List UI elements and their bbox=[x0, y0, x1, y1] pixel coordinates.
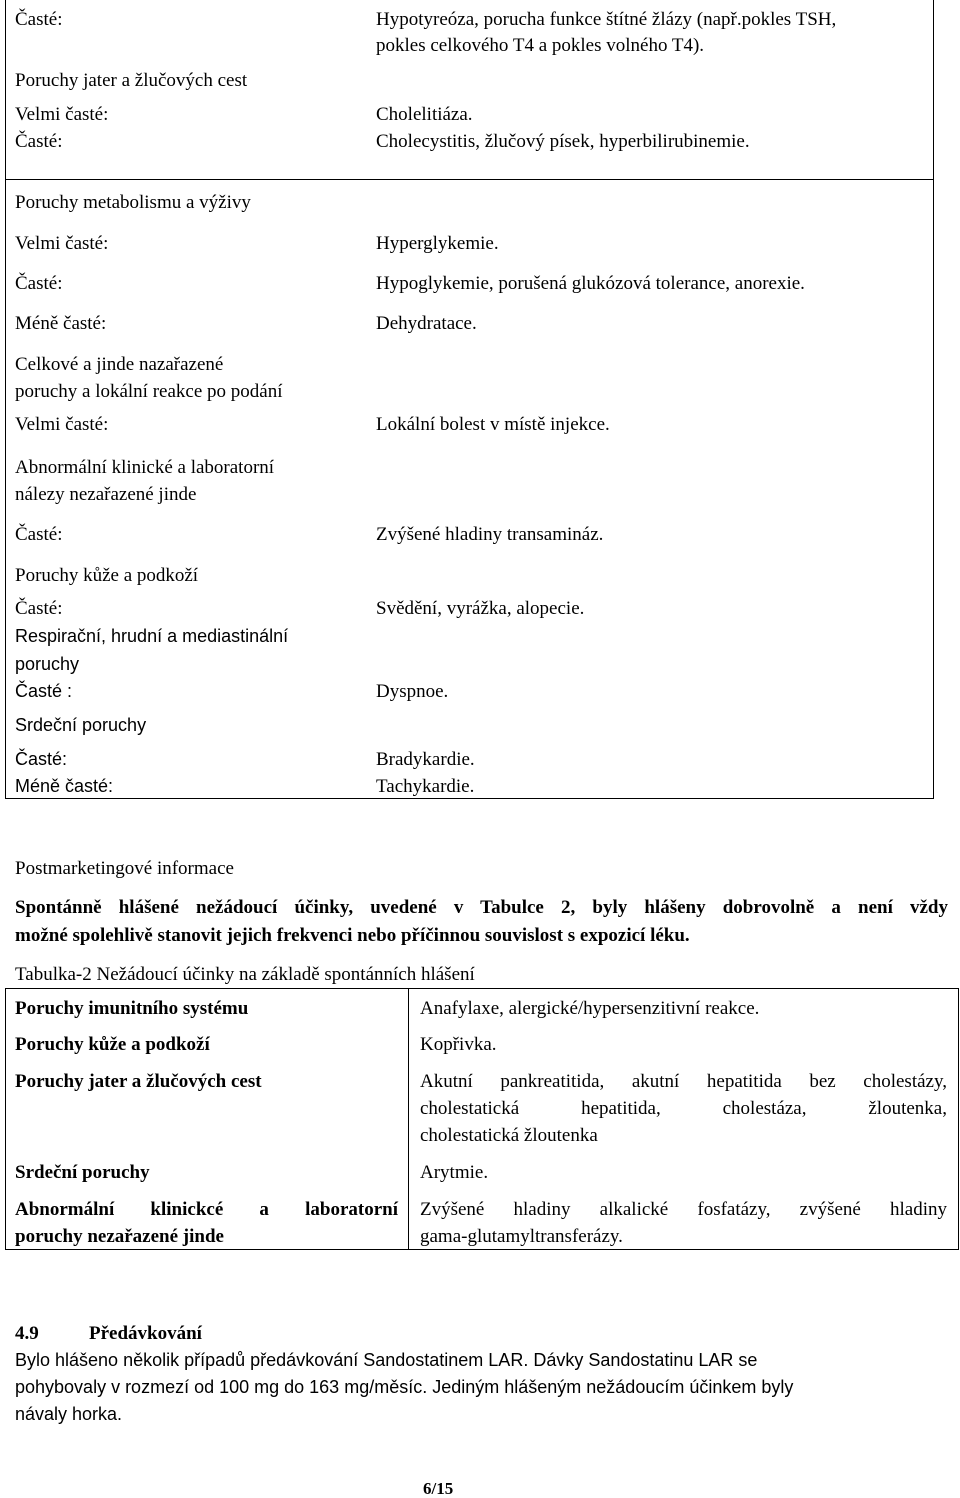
frequency-label: Časté: bbox=[15, 9, 63, 30]
organ-system-heading: nálezy nezařazené jinde bbox=[15, 484, 197, 505]
table-title: Tabulka-2 Nežádoucí účinky na základě spontánních hlášení bbox=[15, 964, 475, 985]
section-heading: Postmarketingové informace bbox=[15, 858, 234, 879]
reaction-cell: gama-glutamyltransferázy. bbox=[420, 1226, 623, 1247]
frequency-label: Velmi časté: bbox=[15, 104, 109, 125]
frequency-label: Časté : bbox=[15, 681, 73, 701]
frequency-label: Časté: bbox=[15, 131, 63, 152]
reaction-text: Zvýšené hladiny transamináz. bbox=[376, 524, 604, 545]
reaction-text: Tachykardie. bbox=[376, 776, 475, 797]
reaction-text: Svědění, vyrážka, alopecie. bbox=[376, 598, 585, 619]
organ-system-heading: Srdeční poruchy bbox=[15, 715, 147, 735]
table2-bottom-border bbox=[5, 1249, 959, 1250]
table2-top-border bbox=[5, 988, 959, 989]
reaction-text: Hyperglykemie. bbox=[376, 233, 499, 254]
reaction-text: pokles celkového T4 a pokles volného T4). bbox=[376, 35, 705, 56]
organ-system-heading: Poruchy kůže a podkoží bbox=[15, 565, 199, 586]
table1-left-border bbox=[5, 0, 6, 799]
reaction-text: Dyspnoe. bbox=[376, 681, 449, 702]
reaction-cell: Zvýšené hladiny alkalické fosfatázy, zvýšené hladiny bbox=[420, 1199, 947, 1220]
organ-system-heading: Celkové a jinde nazařazené bbox=[15, 354, 224, 375]
frequency-label: Velmi časté: bbox=[15, 233, 109, 254]
reaction-cell: Akutní pankreatitida, akutní hepatitida bez cholestázy, bbox=[420, 1071, 947, 1092]
frequency-label: Méně časté: bbox=[15, 313, 107, 334]
paragraph-line: možné spolehlivě stanovit jejich frekvenci nebo příčinnou souvislost s expozicí léku. bbox=[15, 925, 690, 946]
organ-system-heading: poruchy bbox=[15, 654, 80, 674]
paragraph-line: Bylo hlášeno několik případů předávkování Sandostatinem LAR. Dávky Sandostatinu LAR se bbox=[15, 1350, 758, 1370]
table2-left-border bbox=[5, 988, 6, 1250]
reaction-cell: cholestatická žloutenka bbox=[420, 1125, 598, 1146]
page-number: 6/15 bbox=[423, 1479, 454, 1498]
reaction-text: Dehydratace. bbox=[376, 313, 477, 334]
organ-system-heading: Abnormální klinické a laboratorní bbox=[15, 457, 275, 478]
organ-system-heading: Poruchy jater a žlučových cest bbox=[15, 70, 248, 91]
table2-col-divider bbox=[408, 988, 409, 1250]
reaction-cell: Anafylaxe, alergické/hypersenzitivní reakce. bbox=[420, 998, 760, 1019]
frequency-label: Méně časté: bbox=[15, 776, 114, 796]
organ-system-cell: Abnormální klinickcé a laboratorní bbox=[15, 1199, 398, 1220]
organ-system-cell: Poruchy kůže a podkoží bbox=[15, 1034, 210, 1055]
organ-system-cell: Poruchy jater a žlučových cest bbox=[15, 1071, 262, 1092]
reaction-text: Hypoglykemie, porušená glukózová tolerance, anorexie. bbox=[376, 273, 805, 294]
reaction-text: Cholelitiáza. bbox=[376, 104, 473, 125]
table1-divider bbox=[5, 179, 934, 180]
reaction-text: Cholecystitis, žlučový písek, hyperbilirubinemie. bbox=[376, 131, 750, 152]
frequency-label: Časté: bbox=[15, 273, 63, 294]
frequency-label: Časté: bbox=[15, 524, 63, 545]
reaction-cell: Kopřivka. bbox=[420, 1034, 497, 1055]
reaction-cell: cholestatická hepatitida, cholestáza, žloutenka, bbox=[420, 1098, 947, 1119]
section-number: 4.9 bbox=[15, 1323, 39, 1344]
table2-right-border bbox=[958, 988, 959, 1250]
organ-system-heading: Poruchy metabolismu a výživy bbox=[15, 192, 251, 213]
frequency-label: Velmi časté: bbox=[15, 414, 109, 435]
organ-system-heading: Respirační, hrudní a mediastinální bbox=[15, 626, 289, 646]
reaction-text: Hypotyreóza, porucha funkce štítné žlázy (např.pokles TSH, bbox=[376, 9, 837, 30]
reaction-cell: Arytmie. bbox=[420, 1162, 489, 1183]
paragraph-line: návaly horka. bbox=[15, 1404, 123, 1424]
section-title: Předávkování bbox=[89, 1323, 202, 1344]
frequency-label: Časté: bbox=[15, 749, 68, 769]
frequency-label: Časté: bbox=[15, 598, 63, 619]
organ-system-heading: poruchy a lokální reakce po podání bbox=[15, 381, 283, 402]
organ-system-cell: Srdeční poruchy bbox=[15, 1162, 150, 1183]
organ-system-cell: poruchy nezařazené jinde bbox=[15, 1226, 224, 1247]
paragraph-line: Spontánně hlášené nežádoucí účinky, uvedené v Tabulce 2, byly hlášeny dobrovolně a není vždy bbox=[15, 897, 948, 918]
paragraph-line: pohybovaly v rozmezí od 100 mg do 163 mg/měsíc. Jediným hlášeným nežádoucím účinkem byly bbox=[15, 1377, 794, 1397]
organ-system-cell: Poruchy imunitního systému bbox=[15, 998, 249, 1019]
table1-bottom-border bbox=[5, 798, 934, 799]
reaction-text: Lokální bolest v místě injekce. bbox=[376, 414, 610, 435]
reaction-text: Bradykardie. bbox=[376, 749, 475, 770]
table1-right-border bbox=[933, 0, 934, 799]
